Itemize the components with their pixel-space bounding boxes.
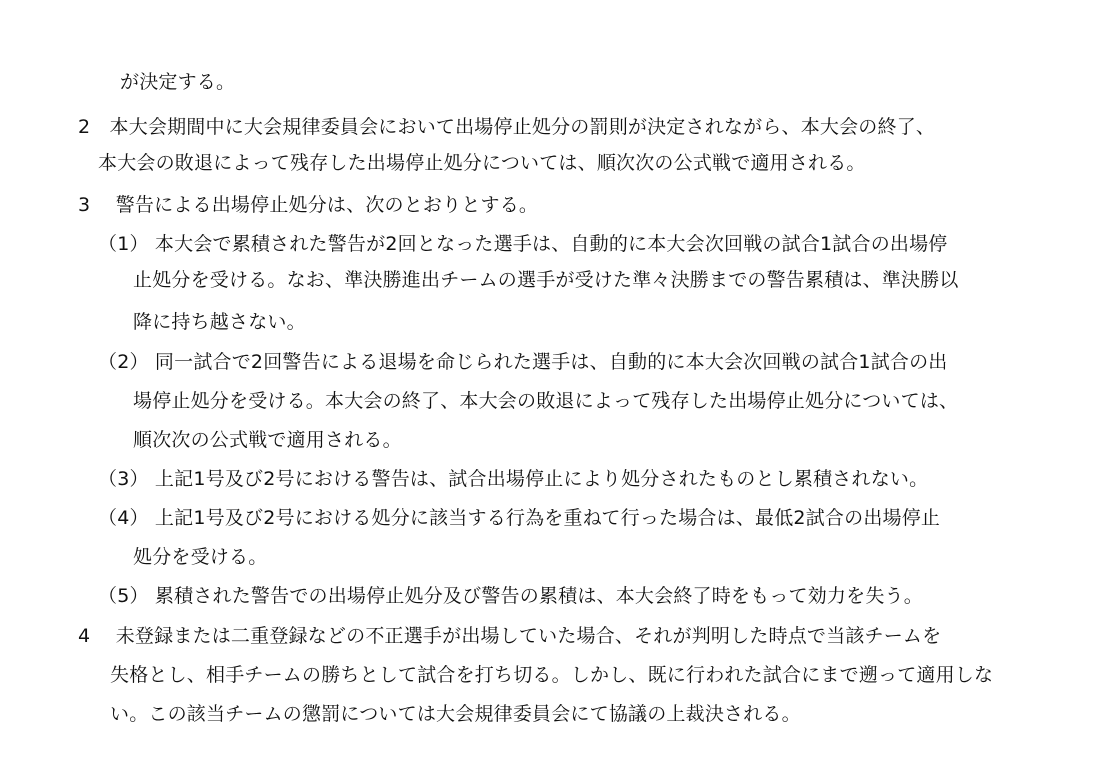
text-line: 3 警告による出場停止処分は、次のとおりとする。 [78, 194, 539, 216]
text-line: （3） 上記1号及び2号における警告は、試合出場停止により処分されたものとし累積されない。 [98, 468, 929, 490]
text-line: 本大会の敗退によって残存した出場停止処分については、順次次の公式戦で適用される。 [98, 152, 866, 174]
text-line: 失格とし、相手チームの勝ちとして試合を打ち切る。しかし、既に行われた試合にまで遡って適用しな [110, 664, 994, 686]
text-line: が決定する。 [120, 71, 236, 93]
text-line: （4） 上記1号及び2号における処分に該当する行為を重ねて行った場合は、最低2試合の出場停止 [98, 507, 941, 529]
text-line: 4 未登録または二重登録などの不正選手が出場していた場合、それが判明した時点で当該チームを [78, 625, 942, 647]
text-line: 処分を受ける。 [133, 546, 268, 568]
text-line: い。この該当チームの懲罰については大会規律委員会にて協議の上裁決される。 [110, 703, 801, 725]
text-line: 降に持ち越さない。 [133, 311, 306, 333]
text-line: （2） 同一試合で2回警告による退場を命じられた選手は、自動的に本大会次回戦の試合1試合の出 [98, 351, 948, 373]
text-line: 順次次の公式戦で適用される。 [133, 429, 402, 451]
text-line: 2 本大会期間中に大会規律委員会において出場停止処分の罰則が決定されながら、本大会の終了、 [78, 116, 936, 138]
text-line: 止処分を受ける。なお、準決勝進出チームの選手が受けた準々決勝までの警告累積は、準決勝以 [133, 269, 959, 291]
text-line: （5） 累積された警告での出場停止処分及び警告の累積は、本大会終了時をもって効力を失う。 [98, 585, 923, 607]
text-line: （1） 本大会で累積された警告が2回となった選手は、自動的に本大会次回戦の試合1試合の出場停 [98, 233, 948, 255]
text-line: 場停止処分を受ける。本大会の終了、本大会の敗退によって残存した出場停止処分については、 [133, 390, 959, 412]
